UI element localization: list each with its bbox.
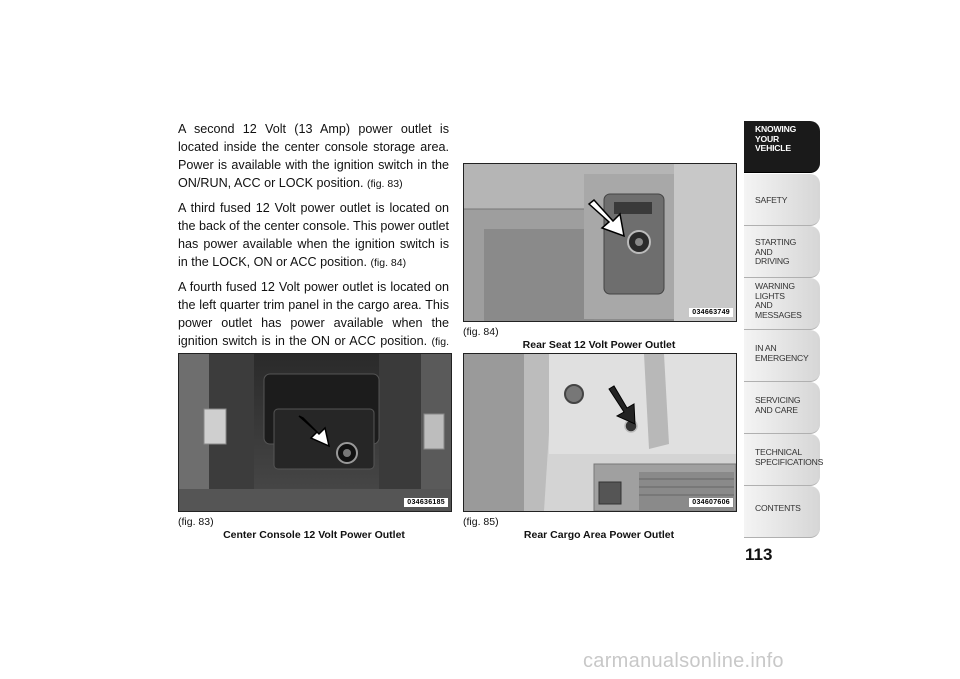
page-number: 113 (745, 545, 773, 564)
tab-contents[interactable]: CONTENTS (744, 486, 820, 538)
figure-84-caption: Rear Seat 12 Volt Power Outlet (522, 339, 676, 351)
figure-83-caption: Center Console 12 Volt Power Outlet (223, 529, 405, 541)
figure-reference-link[interactable]: (fig. (431, 336, 450, 348)
tab-in-an-emergency[interactable]: IN AN EMERGENCY (744, 330, 820, 382)
figure-85-image (463, 353, 737, 512)
paragraph-text: A second 12 Volt (13 Amp) power outlet is located inside the center console storage area. Power is available with the ignition switch in the ON/RUN, ACC or LOCK position. (178, 122, 449, 190)
tab-servicing-and-care[interactable]: SERVICING AND CARE (744, 382, 820, 434)
figure-84-label: (fig. 84) (463, 326, 499, 338)
figure-code: 034663749 (689, 308, 733, 317)
figure-code: 034607606 (689, 498, 733, 507)
tab-warning-lights-and-messages[interactable]: WARNING LIGHTS AND MESSAGES (744, 278, 820, 330)
paragraph-text: A fourth fused 12 Volt power outlet is located on the left quarter trim panel in the cargo area. This power outlet has power available when the ignition switch is in the ON or ACC position. (178, 280, 449, 348)
figure-85-caption: Rear Cargo Area Power Outlet (523, 529, 675, 541)
figure-84-image (463, 163, 737, 322)
figure-reference-link[interactable]: (fig. 83) (366, 178, 403, 190)
figure-reference-link[interactable]: (fig. 84) (370, 257, 407, 269)
paragraph-2 (178, 199, 449, 272)
tab-starting-and-driving[interactable]: STARTING AND DRIVING (744, 226, 820, 278)
tab-safety[interactable]: SAFETY (744, 174, 820, 226)
figure-85-label: (fig. 85) (463, 516, 499, 528)
paragraph-1 (178, 120, 449, 193)
figure-83-label: (fig. 83) (178, 516, 214, 528)
sidebar-tabs (744, 121, 824, 541)
tab-knowing-your-vehicle[interactable]: KNOWING YOUR VEHICLE (744, 121, 820, 173)
tab-technical-specifications[interactable]: TECHNICAL SPECIFICATIONS (744, 434, 820, 486)
watermark: carmanualsonline.info (583, 650, 784, 672)
paragraph-text: A third fused 12 Volt power outlet is located on the back of the center console. This power outlet has power available when the ignition switch is in the LOCK, ON or ACC position. (178, 201, 449, 269)
figure-code: 034636185 (404, 498, 448, 507)
figure-83-image (178, 353, 452, 512)
body-text (178, 120, 449, 376)
